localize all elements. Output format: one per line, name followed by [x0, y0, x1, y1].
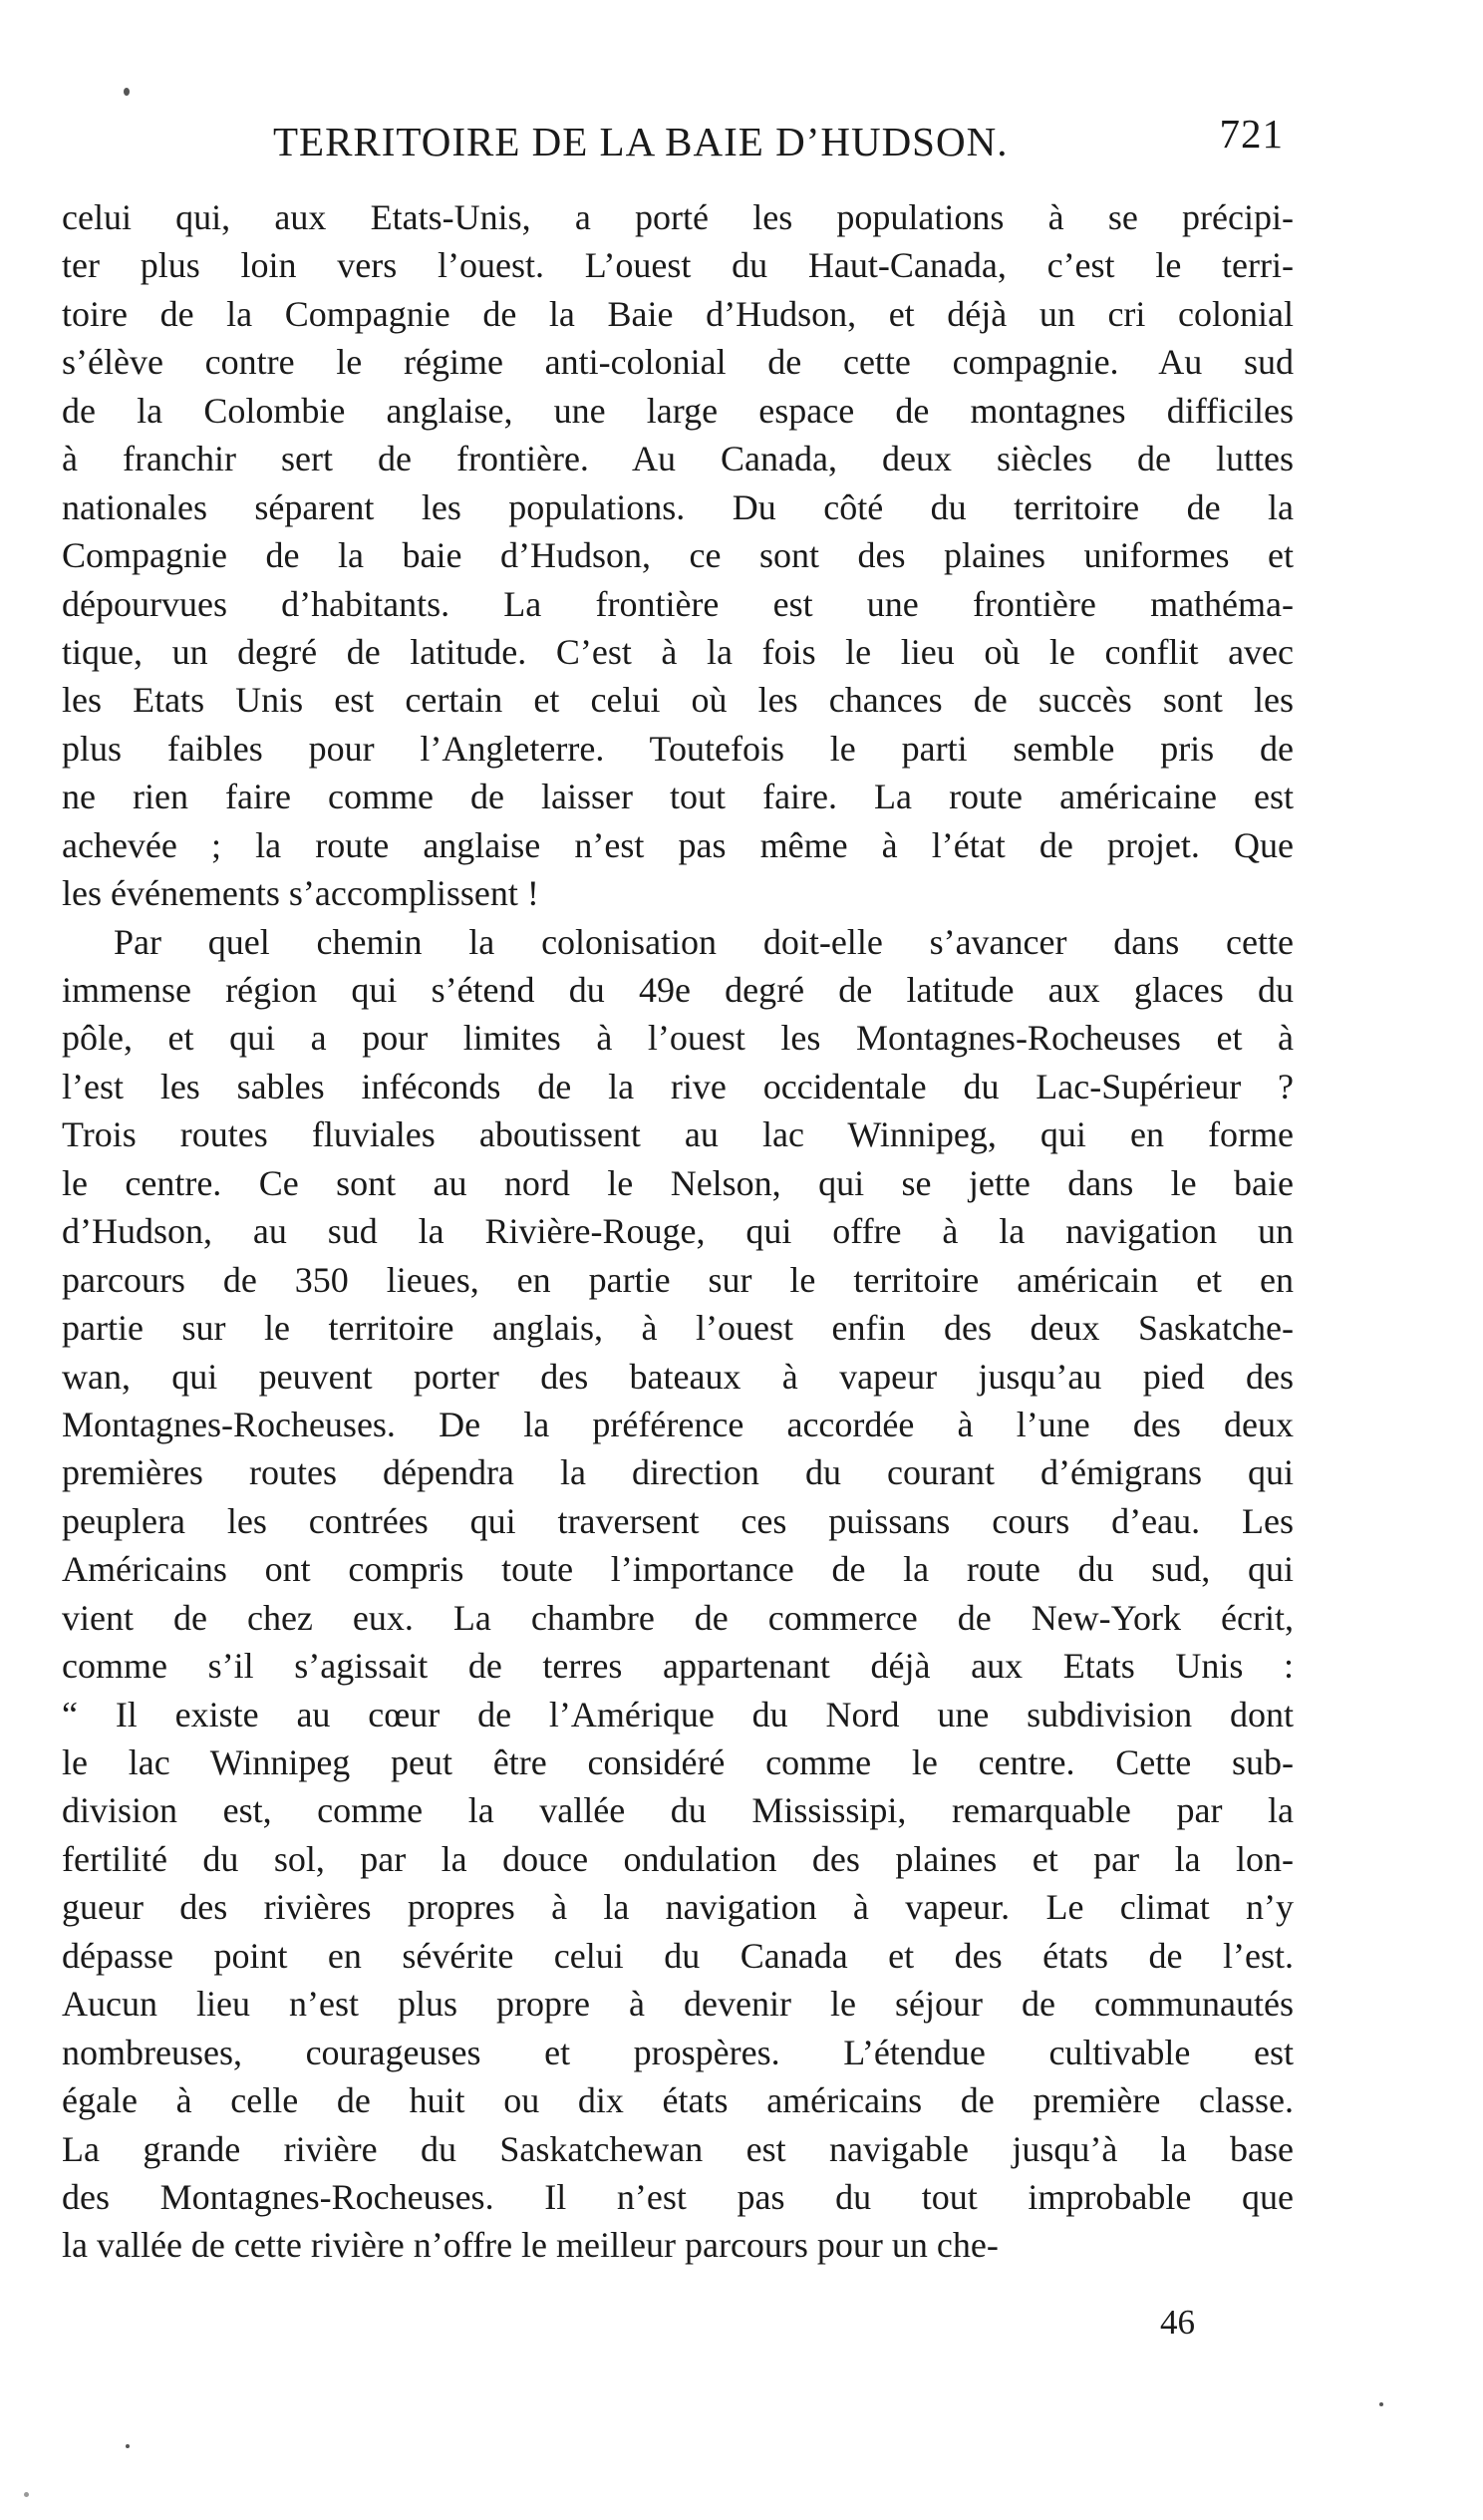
text-line: Américains ont compris toute l’importance de la route du sud, qui [62, 1549, 1294, 1590]
text-line: l’est les sables inféconds de la rive occidentale du Lac-Supérieur ? [62, 1066, 1294, 1106]
text-line: égale à celle de huit ou dix états américains de première classe. [62, 2080, 1294, 2121]
text-line: les événements s’accomplissent ! [62, 873, 539, 914]
text-line: La grande rivière du Saskatchewan est navigable jusqu’à la base [62, 2128, 1294, 2169]
text-line: immense région qui s’étend du 49e degré de latitude aux glaces du [62, 970, 1294, 1010]
text-line: plus faibles pour l’Angleterre. Toutefois le parti semble pris de [62, 728, 1294, 769]
text-line: ter plus loin vers l’ouest. L’ouest du Haut-Canada, c’est le terri- [62, 245, 1294, 286]
text-line: nombreuses, courageuses et prospères. L’étendue cultivable est [62, 2032, 1294, 2072]
text-line: Aucun lieu n’est plus propre à devenir le séjour de communautés [62, 1984, 1294, 2025]
text-line: partie sur le territoire anglais, à l’ouest enfin des deux Saskatche- [62, 1308, 1294, 1349]
text-line: division est, comme la vallée du Mississipi, remarquable par la [62, 1790, 1294, 1831]
text-line: dépourvues d’habitants. La frontière est une frontière mathéma- [62, 583, 1294, 624]
text-line: fertilité du sol, par la douce ondulation des plaines et par la lon- [62, 1838, 1294, 1879]
text-line: achevée ; la route anglaise n’est pas même à l’état de projet. Que [62, 824, 1294, 865]
page-number: 721 [1219, 111, 1284, 157]
text-line: toire de la Compagnie de la Baie d’Hudson, et déjà un cri colonial [62, 293, 1294, 334]
text-line: parcours de 350 lieues, en partie sur le territoire américain et en [62, 1259, 1294, 1300]
text-line: tique, un degré de latitude. C’est à la fois le lieu où le conflit avec [62, 631, 1294, 672]
text-line: s’élève contre le régime anti-colonial de cette compagnie. Au sud [62, 342, 1294, 383]
printer-signature-mark: 46 [1160, 2303, 1195, 2342]
text-line: premières routes dépendra la direction du courant d’émigrans qui [62, 1452, 1294, 1493]
text-line: Par quel chemin la colonisation doit-elle s’avancer dans cette [114, 921, 1294, 962]
text-line: vient de chez eux. La chambre de commerce de New-York écrit, [62, 1597, 1294, 1638]
text-line: des Montagnes-Rocheuses. Il n’est pas du tout improbable que [62, 2176, 1294, 2217]
text-line: les Etats Unis est certain et celui où les chances de succès sont les [62, 680, 1294, 721]
text-line: la vallée de cette rivière n’offre le meilleur parcours pour un che- [62, 2225, 999, 2266]
ink-speck [124, 88, 130, 96]
text-line: peuplera les contrées qui traversent ces puissans cours d’eau. Les [62, 1500, 1294, 1541]
ink-speck [126, 2444, 130, 2448]
text-line: dépasse point en sévérite celui du Canada et des états de l’est. [62, 1935, 1294, 1976]
text-line: celui qui, aux Etats-Unis, a porté les populations à se précipi- [62, 197, 1294, 237]
text-line: ne rien faire comme de laisser tout faire. La route américaine est [62, 777, 1294, 817]
text-line: Compagnie de la baie d’Hudson, ce sont des plaines uniformes et [62, 535, 1294, 576]
text-line: nationales séparent les populations. Du côté du territoire de la [62, 486, 1294, 527]
text-line: gueur des rivières propres à la navigation à vapeur. Le climat n’y [62, 1887, 1294, 1928]
ink-speck [24, 2492, 29, 2497]
text-line: Montagnes-Rocheuses. De la préférence accordée à l’une des deux [62, 1404, 1294, 1444]
text-line: de la Colombie anglaise, une large espace de montagnes difficiles [62, 390, 1294, 431]
text-line: d’Hudson, au sud la Rivière-Rouge, qui offre à la navigation un [62, 1211, 1294, 1252]
text-line: le lac Winnipeg peut être considéré comme le centre. Cette sub- [62, 1742, 1294, 1782]
text-line: wan, qui peuvent porter des bateaux à vapeur jusqu’au pied des [62, 1356, 1294, 1397]
text-line: le centre. Ce sont au nord le Nelson, qui se jette dans le baie [62, 1162, 1294, 1203]
text-line: “ Il existe au cœur de l’Amérique du Nord une subdivision dont [62, 1694, 1294, 1734]
ink-speck [1379, 2402, 1383, 2406]
text-line: à franchir sert de frontière. Au Canada, deux siècles de luttes [62, 439, 1294, 479]
text-line: comme s’il s’agissait de terres appartenant déjà aux Etats Unis : [62, 1646, 1294, 1687]
running-title: TERRITOIRE DE LA BAIE D’HUDSON. [273, 119, 1009, 164]
body-text [62, 193, 1294, 2270]
text-line: pôle, et qui a pour limites à l’ouest les Montagnes-Rocheuses et à [62, 1018, 1294, 1059]
text-line: Trois routes fluviales aboutissent au lac Winnipeg, qui en forme [62, 1114, 1294, 1155]
